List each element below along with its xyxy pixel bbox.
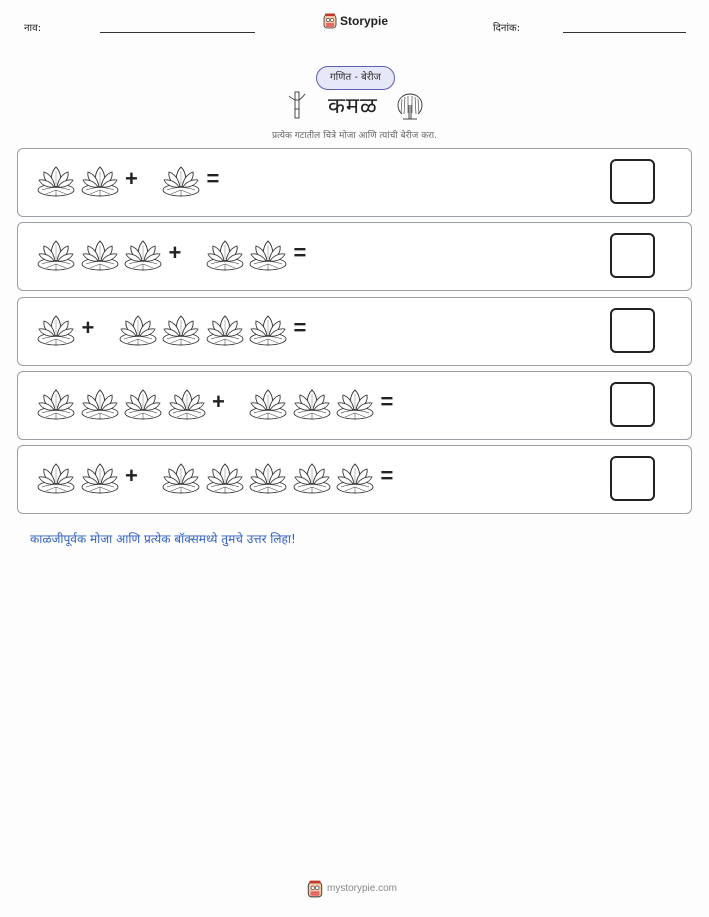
- name-label: नाव:: [24, 23, 42, 34]
- lotus-icon: [335, 386, 375, 422]
- lotus-icon: [161, 312, 201, 348]
- plus-sign: +: [125, 166, 138, 191]
- lotus-icon: [36, 386, 76, 422]
- subject-badge: गणित - बेरीज: [316, 66, 395, 90]
- bamboo-icon: [288, 91, 306, 119]
- date-field-line[interactable]: [563, 32, 686, 33]
- lotus-icon: [123, 386, 163, 422]
- instruction-text: प्रत्येक गटातील चित्रे मोजा आणि त्यांची बेरीज करा.: [272, 131, 437, 141]
- plus-sign: +: [81, 314, 95, 340]
- equals-sign: =: [293, 240, 307, 266]
- lotus-icon: [36, 460, 76, 496]
- lotus-icon: [292, 460, 332, 496]
- lotus-icon: [118, 312, 158, 348]
- lotus-icon: [36, 237, 76, 273]
- lotus-icon: [248, 386, 288, 422]
- footer-url[interactable]: mystorypie.com: [327, 883, 398, 894]
- brand-name: Storypie: [340, 14, 389, 28]
- footer: [0, 880, 709, 900]
- storypie-logo-icon: [307, 880, 323, 898]
- lotus-icon: [80, 386, 120, 422]
- lotus-icon: [80, 460, 120, 496]
- answer-box[interactable]: [610, 233, 655, 278]
- lotus-icon: [161, 460, 201, 496]
- willow-tree-icon: [396, 91, 424, 121]
- date-label: दिनांक:: [493, 23, 521, 34]
- lotus-icon: [248, 237, 288, 273]
- lotus-icon: [36, 312, 76, 348]
- answer-box[interactable]: [610, 159, 655, 204]
- title-row: [0, 90, 709, 122]
- plus-sign: +: [125, 463, 138, 489]
- problem-row: [17, 222, 692, 291]
- equals-sign: =: [380, 463, 394, 489]
- lotus-icon: [36, 163, 76, 199]
- answer-box[interactable]: [610, 456, 655, 501]
- lotus-icon: [161, 163, 201, 199]
- problem-row: [17, 371, 692, 440]
- plus-sign: +: [212, 388, 225, 414]
- lotus-icon: [205, 460, 245, 496]
- equals-sign: =: [380, 388, 394, 414]
- lotus-icon: [80, 163, 120, 199]
- problem-row: [17, 445, 692, 514]
- page-title: कमळ: [328, 94, 378, 119]
- problem-row: [17, 297, 692, 366]
- answer-box[interactable]: [610, 308, 655, 353]
- worksheet-header: [0, 0, 709, 50]
- equals-sign: =: [206, 166, 220, 191]
- lotus-icon: [205, 237, 245, 273]
- lotus-icon: [292, 386, 332, 422]
- lotus-icon: [123, 237, 163, 273]
- problem-row: [17, 148, 692, 217]
- answer-box[interactable]: [610, 382, 655, 427]
- lotus-icon: [205, 312, 245, 348]
- plus-sign: +: [168, 240, 182, 266]
- lotus-icon: [80, 237, 120, 273]
- lotus-icon: [167, 386, 207, 422]
- lotus-icon: [335, 460, 375, 496]
- brand: [323, 13, 388, 29]
- lotus-icon: [248, 312, 288, 348]
- footer-note: काळजीपूर्वक मोजा आणि प्रत्येक बॉक्समध्ये तुमचे उत्तर लिहा!: [30, 532, 296, 546]
- name-field-line[interactable]: [100, 32, 255, 33]
- lotus-icon: [248, 460, 288, 496]
- equals-sign: =: [293, 314, 307, 340]
- storypie-logo-icon: [323, 13, 337, 29]
